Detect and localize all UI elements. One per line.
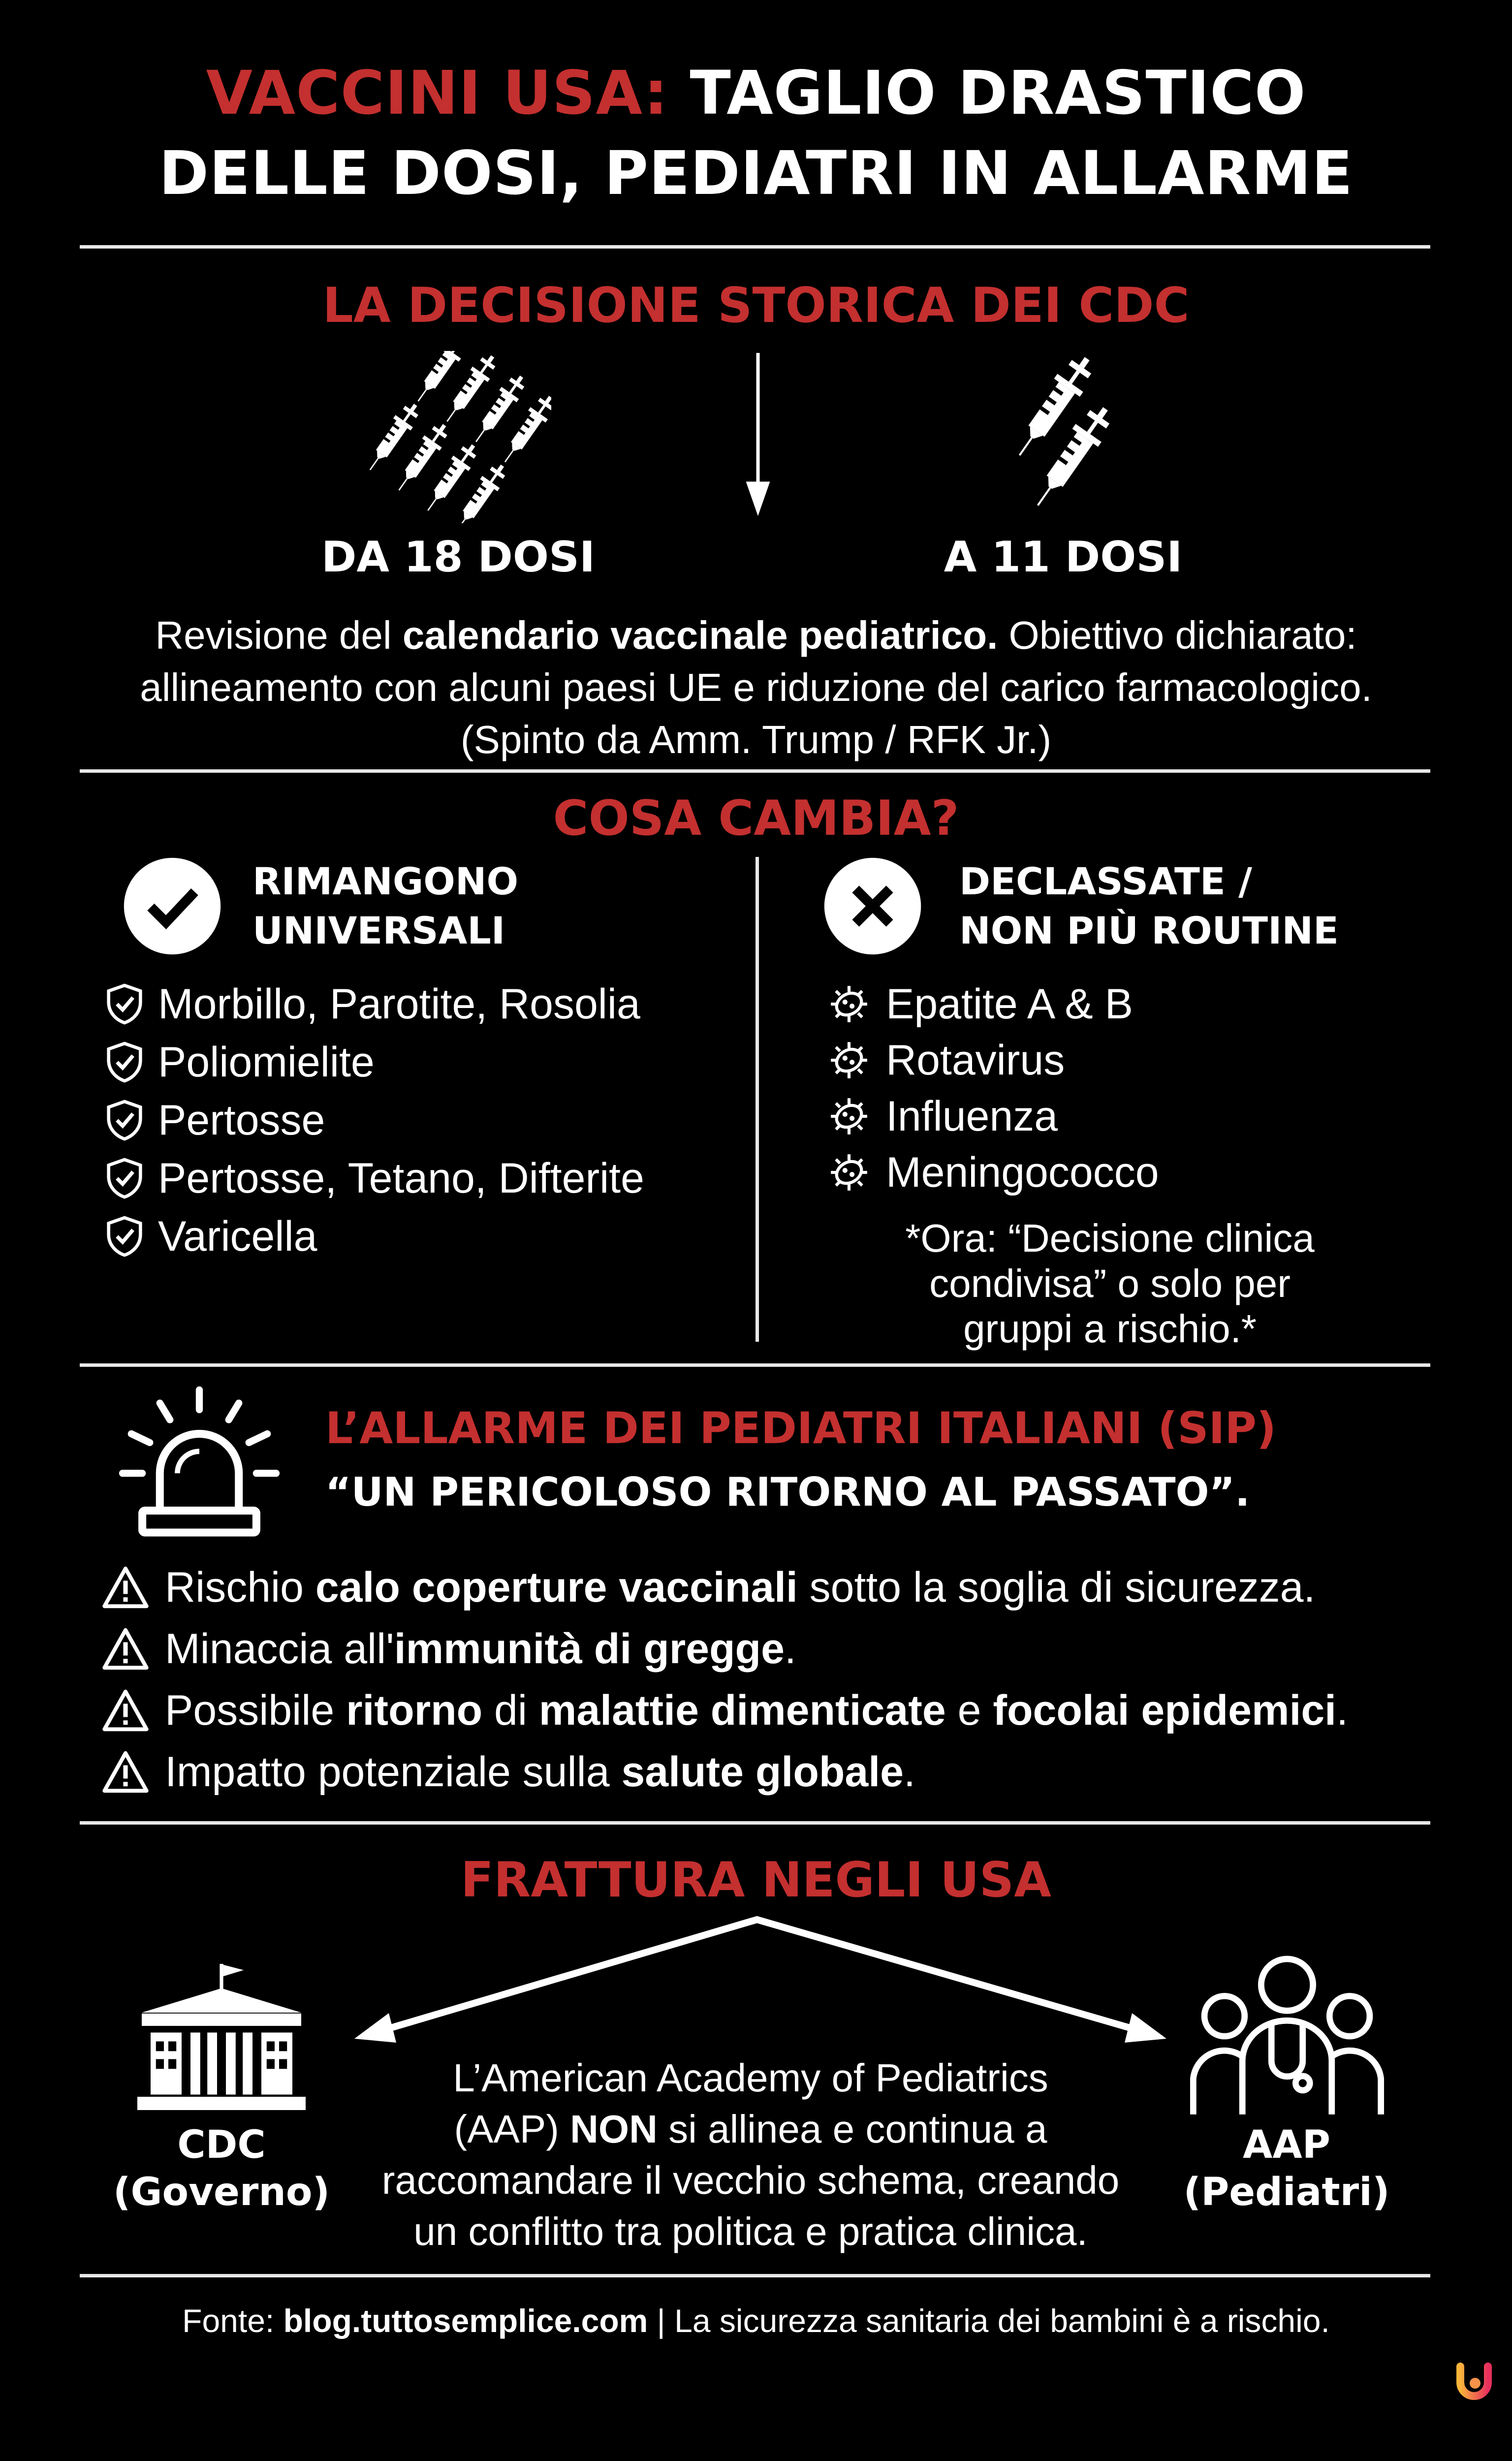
warning-icon xyxy=(101,1627,150,1671)
kept-vaccine-item xyxy=(106,1212,317,1261)
kept-title-line2: UNIVERSALI xyxy=(252,909,505,952)
risk-text-part: Rischio xyxy=(165,1564,315,1611)
risk-text-bold: focolai epidemici xyxy=(993,1687,1337,1734)
downgraded-title-line1: DECLASSATE / xyxy=(959,859,1252,903)
virus-icon xyxy=(827,1150,871,1195)
note-line: gruppi a rischio.* xyxy=(963,1307,1257,1351)
shield-check-icon xyxy=(106,983,143,1025)
divider xyxy=(80,769,1430,773)
x-circle-icon xyxy=(823,857,922,955)
fracture-line: un conflitto tra politica e pratica clinica. xyxy=(413,2209,1088,2253)
warning-icon xyxy=(101,1750,150,1794)
pediatricians-icon xyxy=(1189,1949,1386,2119)
risk-item xyxy=(101,1624,796,1673)
fracture-text: si allinea e continua a xyxy=(657,2107,1047,2151)
many-syringes-icon xyxy=(364,351,551,523)
footer-source-link[interactable]: blog.tuttosemplice.com xyxy=(283,2303,648,2339)
alarm-heading: L’ALLARME DEI PEDIATRI ITALIANI (SIP) xyxy=(325,1403,1277,1453)
from-doses-label: DA 18 DOSI xyxy=(321,533,595,582)
downgraded-title xyxy=(959,857,1339,955)
desc-bold: calendario vaccinale pediatrico. xyxy=(402,613,998,657)
divider xyxy=(80,1821,1430,1825)
desc-line2: allineamento con alcuni paesi UE e riduzione del carico farmacologico. xyxy=(140,665,1372,709)
risk-item xyxy=(101,1747,915,1797)
vaccine-name: Pertosse, Tetano, Difterite xyxy=(158,1155,644,1202)
cdc-label-role: (Governo) xyxy=(113,2170,330,2214)
vaccine-name: Pertosse xyxy=(158,1097,325,1144)
risk-text xyxy=(165,1563,1315,1612)
vaccine-name: Meningococco xyxy=(886,1149,1159,1196)
aap-label-name: AAP xyxy=(1243,2123,1330,2167)
risk-text-bold: malattie dimenticate xyxy=(538,1687,946,1734)
risk-text-bold: salute globale xyxy=(621,1748,904,1796)
vaccine-name: Poliomielite xyxy=(158,1039,375,1086)
fracture-text: (AAP) xyxy=(454,2107,570,2151)
page-title-line1 xyxy=(0,56,1512,130)
cdc-label-name: CDC xyxy=(177,2123,266,2167)
risk-text-part: di xyxy=(482,1687,539,1734)
shield-check-icon xyxy=(106,1158,143,1199)
shield-check-icon xyxy=(106,1100,143,1141)
kept-vaccine-item xyxy=(106,1096,325,1145)
fracture-heading: FRATTURA NEGLI USA xyxy=(460,1852,1052,1908)
note-line: condivisa” o solo per xyxy=(929,1262,1291,1305)
desc-text: Obiettivo dichiarato: xyxy=(998,613,1357,657)
risk-text-part: Impatto potenziale sulla xyxy=(165,1748,622,1796)
to-doses-label: A 11 DOSI xyxy=(944,533,1183,582)
siren-icon xyxy=(118,1386,281,1539)
fracture-line: raccomandare il vecchio schema, creando xyxy=(381,2158,1120,2202)
risk-text xyxy=(165,1624,796,1673)
vaccine-name: Morbillo, Parotite, Rosolia xyxy=(158,980,640,1028)
footer-prefix: Fonte: xyxy=(182,2303,284,2339)
downgraded-vaccine-item xyxy=(827,979,1133,1029)
risk-text-part: e xyxy=(945,1687,993,1734)
government-building-icon xyxy=(133,1964,310,2114)
risk-text xyxy=(165,1747,915,1797)
risk-text-part: . xyxy=(903,1748,915,1796)
aap-label-role: (Pediatri) xyxy=(1183,2170,1390,2214)
shield-check-icon xyxy=(106,1041,143,1083)
check-circle-icon xyxy=(123,857,221,955)
divider xyxy=(80,245,1430,249)
risk-text xyxy=(165,1686,1348,1735)
fracture-bold: NON xyxy=(570,2107,658,2151)
fracture-line: L’American Academy of Pediatrics xyxy=(453,2056,1048,2100)
page-title-line2: DELLE DOSI, PEDIATRI IN ALLARME xyxy=(158,138,1354,208)
kept-vaccine-item xyxy=(106,979,640,1029)
warning-icon xyxy=(101,1688,150,1733)
title-highlight: VACCINI USA: xyxy=(206,58,668,128)
risk-item xyxy=(101,1563,1315,1612)
divider xyxy=(80,1363,1430,1367)
risk-text-bold: calo coperture vaccinali xyxy=(315,1564,798,1611)
vaccine-name: Rotavirus xyxy=(886,1037,1065,1084)
note-line: *Ora: “Decisione clinica xyxy=(905,1216,1315,1260)
risk-text-bold: ritorno xyxy=(346,1687,483,1734)
divider xyxy=(80,2274,1430,2277)
kept-vaccine-item xyxy=(106,1038,375,1087)
downgraded-title-line2: NON PIÙ ROUTINE xyxy=(959,909,1339,952)
kept-title-line1: RIMANGONO xyxy=(252,859,519,903)
warning-icon xyxy=(101,1565,150,1609)
kept-title xyxy=(252,857,518,955)
arrow-down-icon xyxy=(738,353,778,520)
risk-text-part: sotto la soglia di sicurezza. xyxy=(797,1564,1316,1611)
downgraded-note xyxy=(837,1216,1383,1352)
column-divider xyxy=(756,857,759,1342)
few-syringes-icon xyxy=(979,347,1137,522)
kept-vaccine-item xyxy=(106,1154,644,1203)
desc-line3: (Spinto da Amm. Trump / RFK Jr.) xyxy=(460,718,1052,761)
decision-description xyxy=(49,609,1463,766)
virus-icon xyxy=(827,1094,871,1138)
aap-label xyxy=(1164,2121,1410,2216)
fracture-description xyxy=(340,2052,1162,2257)
virus-icon xyxy=(827,1038,871,1082)
downgraded-vaccine-item xyxy=(827,1148,1159,1197)
risk-item xyxy=(101,1686,1348,1735)
brand-logo-icon xyxy=(1454,2363,1494,2402)
downgraded-vaccine-item xyxy=(827,1036,1065,1085)
downgraded-vaccine-item xyxy=(827,1092,1058,1141)
risk-text-bold: immunità di gregge xyxy=(394,1625,785,1672)
risk-text-part: . xyxy=(1336,1687,1348,1734)
risk-text-part: . xyxy=(784,1625,796,1672)
cdc-label xyxy=(98,2121,345,2216)
changes-heading: COSA CAMBIA? xyxy=(553,790,959,847)
virus-icon xyxy=(827,982,871,1026)
vaccine-name: Influenza xyxy=(886,1093,1058,1140)
decision-heading: LA DECISIONE STORICA DEI CDC xyxy=(322,278,1190,334)
footer-suffix: | La sicurezza sanitaria dei bambini è a rischio. xyxy=(648,2303,1330,2339)
vaccine-name: Varicella xyxy=(158,1213,317,1260)
vaccine-name: Epatite A & B xyxy=(886,980,1134,1028)
risk-text-part: Possibile xyxy=(165,1687,346,1734)
title-rest: TAGLIO DRASTICO xyxy=(668,58,1306,128)
footer-source xyxy=(0,2301,1512,2340)
risk-text-part: Minaccia all' xyxy=(165,1625,394,1672)
desc-text: Revisione del xyxy=(155,613,403,657)
shield-check-icon xyxy=(106,1216,143,1257)
alarm-quote: “UN PERICOLOSO RITORNO AL PASSATO”. xyxy=(325,1469,1250,1515)
